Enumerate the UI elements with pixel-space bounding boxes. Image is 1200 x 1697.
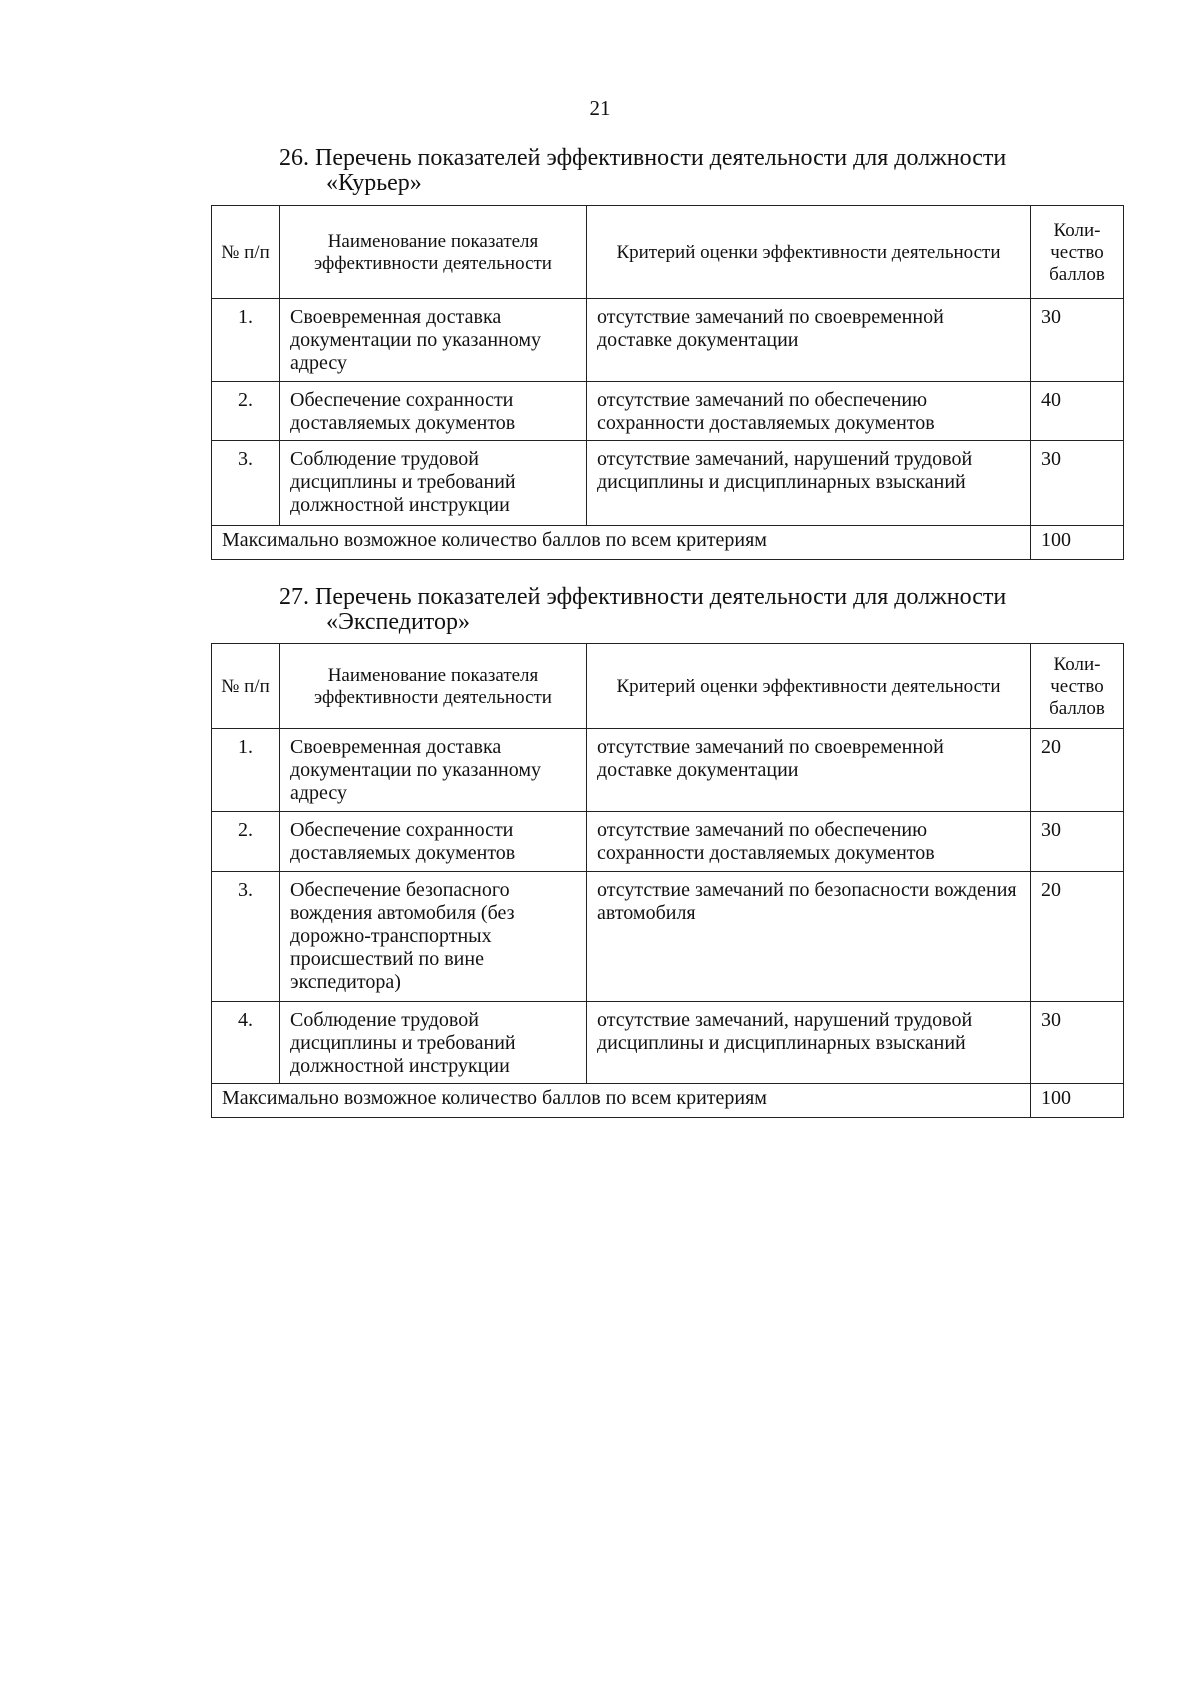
row-points: 20 <box>1031 729 1124 812</box>
row-num: 1. <box>212 299 280 382</box>
row-points: 30 <box>1031 1002 1124 1084</box>
header-name: Наименование показателя эффективности деятельности <box>280 206 587 299</box>
section-title-line2: «Курьер» <box>326 170 422 196</box>
section-title <box>279 585 1139 635</box>
row-name: Обеспечение сохранности доставляемых документов <box>280 812 587 872</box>
table-total-row <box>212 526 1124 560</box>
table-header-row <box>212 644 1124 729</box>
page-number: 21 <box>589 96 611 120</box>
table-row <box>212 729 1124 812</box>
kpi-table <box>211 205 1124 560</box>
table-total-row <box>212 1084 1124 1118</box>
row-criterion: отсутствие замечаний по обеспечению сохранности доставляемых документов <box>587 382 1031 441</box>
row-num: 4. <box>212 1002 280 1084</box>
table-row <box>212 441 1124 526</box>
row-points: 30 <box>1031 299 1124 382</box>
row-num: 2. <box>212 812 280 872</box>
header-criterion: Критерий оценки эффективности деятельности <box>587 206 1031 299</box>
header-criterion: Критерий оценки эффективности деятельности <box>587 644 1031 729</box>
table-row <box>212 1002 1124 1084</box>
row-name: Своевременная доставка документации по указанному адресу <box>280 299 587 382</box>
row-num: 3. <box>212 441 280 526</box>
table-row <box>212 299 1124 382</box>
table-header-row <box>212 206 1124 299</box>
row-points: 20 <box>1031 872 1124 1002</box>
section-title <box>279 146 1139 196</box>
table-row <box>212 872 1124 1002</box>
row-points: 30 <box>1031 441 1124 526</box>
total-label: Максимально возможное количество баллов по всем критериям <box>212 1084 1031 1118</box>
section-title-line2: «Экспедитор» <box>326 609 470 635</box>
row-criterion: отсутствие замечаний, нарушений трудовой дисциплины и дисциплинарных взысканий <box>587 1002 1031 1084</box>
header-num: № п/п <box>212 644 280 729</box>
header-points: Коли-чество баллов <box>1031 206 1124 299</box>
row-criterion: отсутствие замечаний, нарушений трудовой дисциплины и дисциплинарных взысканий <box>587 441 1031 526</box>
header-points: Коли-чество баллов <box>1031 644 1124 729</box>
row-points: 40 <box>1031 382 1124 441</box>
total-value: 100 <box>1031 1084 1124 1118</box>
header-num: № п/п <box>212 206 280 299</box>
row-name: Обеспечение сохранности доставляемых документов <box>280 382 587 441</box>
total-label: Максимально возможное количество баллов по всем критериям <box>212 526 1031 560</box>
row-name: Обеспечение безопасного вождения автомобиля (без дорожно-транспортных происшествий по вине экспедитора) <box>280 872 587 1002</box>
row-criterion: отсутствие замечаний по обеспечению сохранности доставляемых документов <box>587 812 1031 872</box>
section-title-line1: 26. Перечень показателей эффективности деятельности для должности <box>279 145 1007 171</box>
row-num: 3. <box>212 872 280 1002</box>
table-row <box>212 382 1124 441</box>
total-value: 100 <box>1031 526 1124 560</box>
row-name: Своевременная доставка документации по указанному адресу <box>280 729 587 812</box>
kpi-table <box>211 643 1124 1118</box>
header-name: Наименование показателя эффективности деятельности <box>280 644 587 729</box>
table-row <box>212 812 1124 872</box>
row-name: Соблюдение трудовой дисциплины и требований должностной инструкции <box>280 441 587 526</box>
row-points: 30 <box>1031 812 1124 872</box>
row-criterion: отсутствие замечаний по безопасности вождения автомобиля <box>587 872 1031 1002</box>
row-name: Соблюдение трудовой дисциплины и требований должностной инструкции <box>280 1002 587 1084</box>
section-title-line1: 27. Перечень показателей эффективности деятельности для должности <box>279 584 1007 610</box>
row-criterion: отсутствие замечаний по своевременной доставке документации <box>587 299 1031 382</box>
row-num: 2. <box>212 382 280 441</box>
row-criterion: отсутствие замечаний по своевременной доставке документации <box>587 729 1031 812</box>
row-num: 1. <box>212 729 280 812</box>
